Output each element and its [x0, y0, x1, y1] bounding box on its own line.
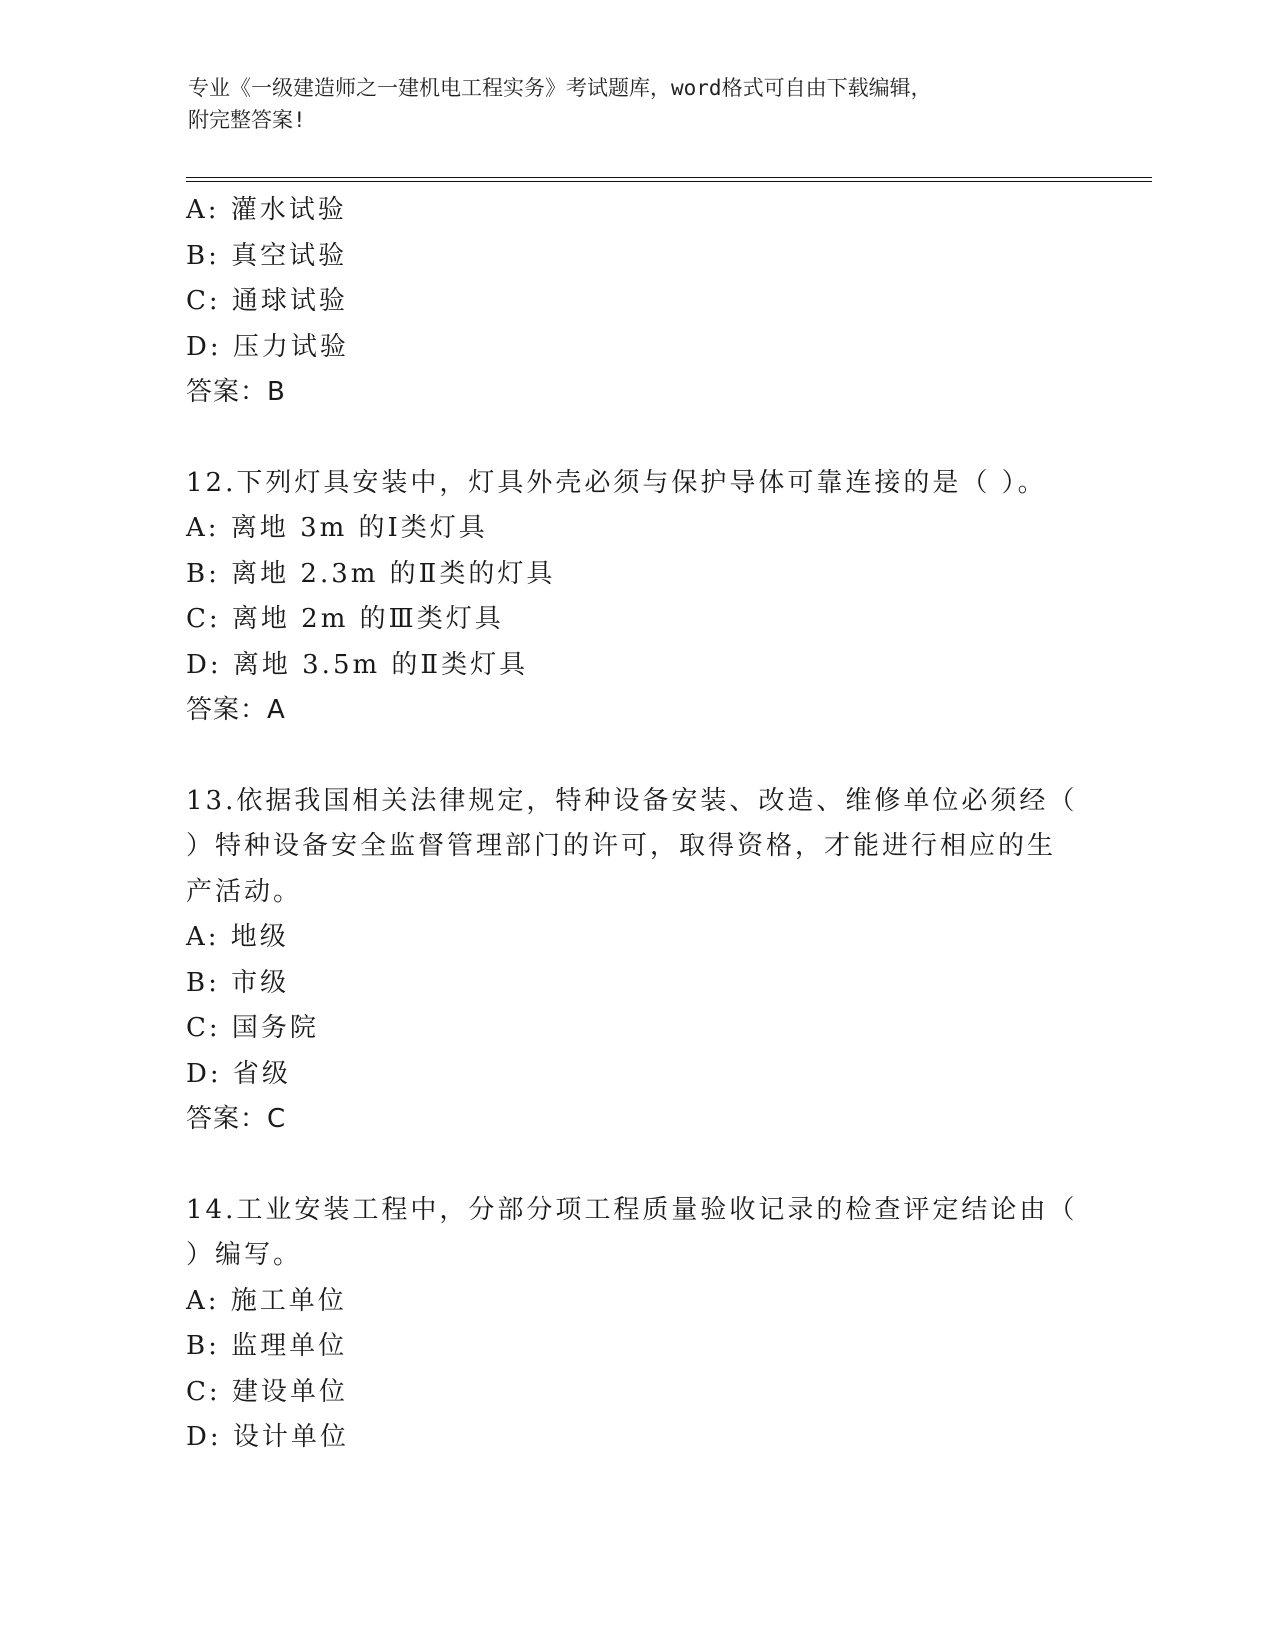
- question-content: [186, 188, 1086, 1461]
- question-12: [186, 461, 1086, 734]
- question-11: [186, 188, 1086, 416]
- option-d: D: 压力试验: [186, 331, 349, 362]
- option-b: B: 真空试验: [186, 240, 348, 271]
- option-b: B: 监理单位: [186, 1331, 348, 1361]
- option-c: C: 通球试验: [186, 286, 348, 316]
- question-stem-line-1: 13.依据我国相关法律规定，特种设备安装、改造、维修单位必须经（: [186, 785, 1078, 816]
- option-d: D: 设计单位: [186, 1422, 349, 1452]
- option-d: D: 离地 3.5m 的Ⅱ类灯具: [186, 649, 529, 680]
- option-c: C: 建设单位: [186, 1376, 348, 1407]
- answer-line: 答案：B: [186, 377, 286, 407]
- option-a: A: 地级: [186, 922, 289, 952]
- question-stem-line-2: ）编写。: [186, 1240, 303, 1270]
- option-b: B: 市级: [186, 967, 290, 998]
- option-a: A: 离地 3m 的Ⅰ类灯具: [186, 513, 488, 543]
- option-a: A: 施工单位: [186, 1285, 347, 1316]
- question-stem-line-1: 14.工业安装工程中，分部分项工程质量验收记录的检查评定结论由（: [186, 1194, 1078, 1225]
- spacer: [186, 734, 1086, 779]
- option-a: A: 灌水试验: [186, 195, 347, 225]
- option-c: C: 国务院: [186, 1013, 319, 1043]
- option-d: D: 省级: [186, 1058, 291, 1089]
- question-stem-line-2: ）特种设备安全监督管理部门的许可，取得资格，才能进行相应的生: [186, 831, 1057, 861]
- answer-line: 答案：A: [186, 695, 286, 725]
- header-line-2: 附完整答案!: [188, 108, 306, 132]
- header-line-1: 专业《一级建造师之一建机电工程实务》考试题库，word格式可自由下载编辑，: [188, 76, 932, 100]
- question-13: [186, 779, 1086, 1143]
- question-14: [186, 1188, 1086, 1461]
- spacer: [186, 416, 1086, 461]
- option-c: C: 离地 2m 的Ⅲ类灯具: [186, 604, 504, 634]
- document-header: [188, 72, 1088, 136]
- answer-line: 答案：C: [186, 1104, 287, 1134]
- question-stem-line-3: 产活动。: [186, 876, 303, 907]
- header-divider: [186, 177, 1152, 182]
- question-stem: 12.下列灯具安装中，灯具外壳必须与保护导体可靠连接的是（ ）。: [186, 467, 1047, 498]
- option-b: B: 离地 2.3m 的Ⅱ类的灯具: [186, 558, 556, 589]
- spacer: [186, 1143, 1086, 1188]
